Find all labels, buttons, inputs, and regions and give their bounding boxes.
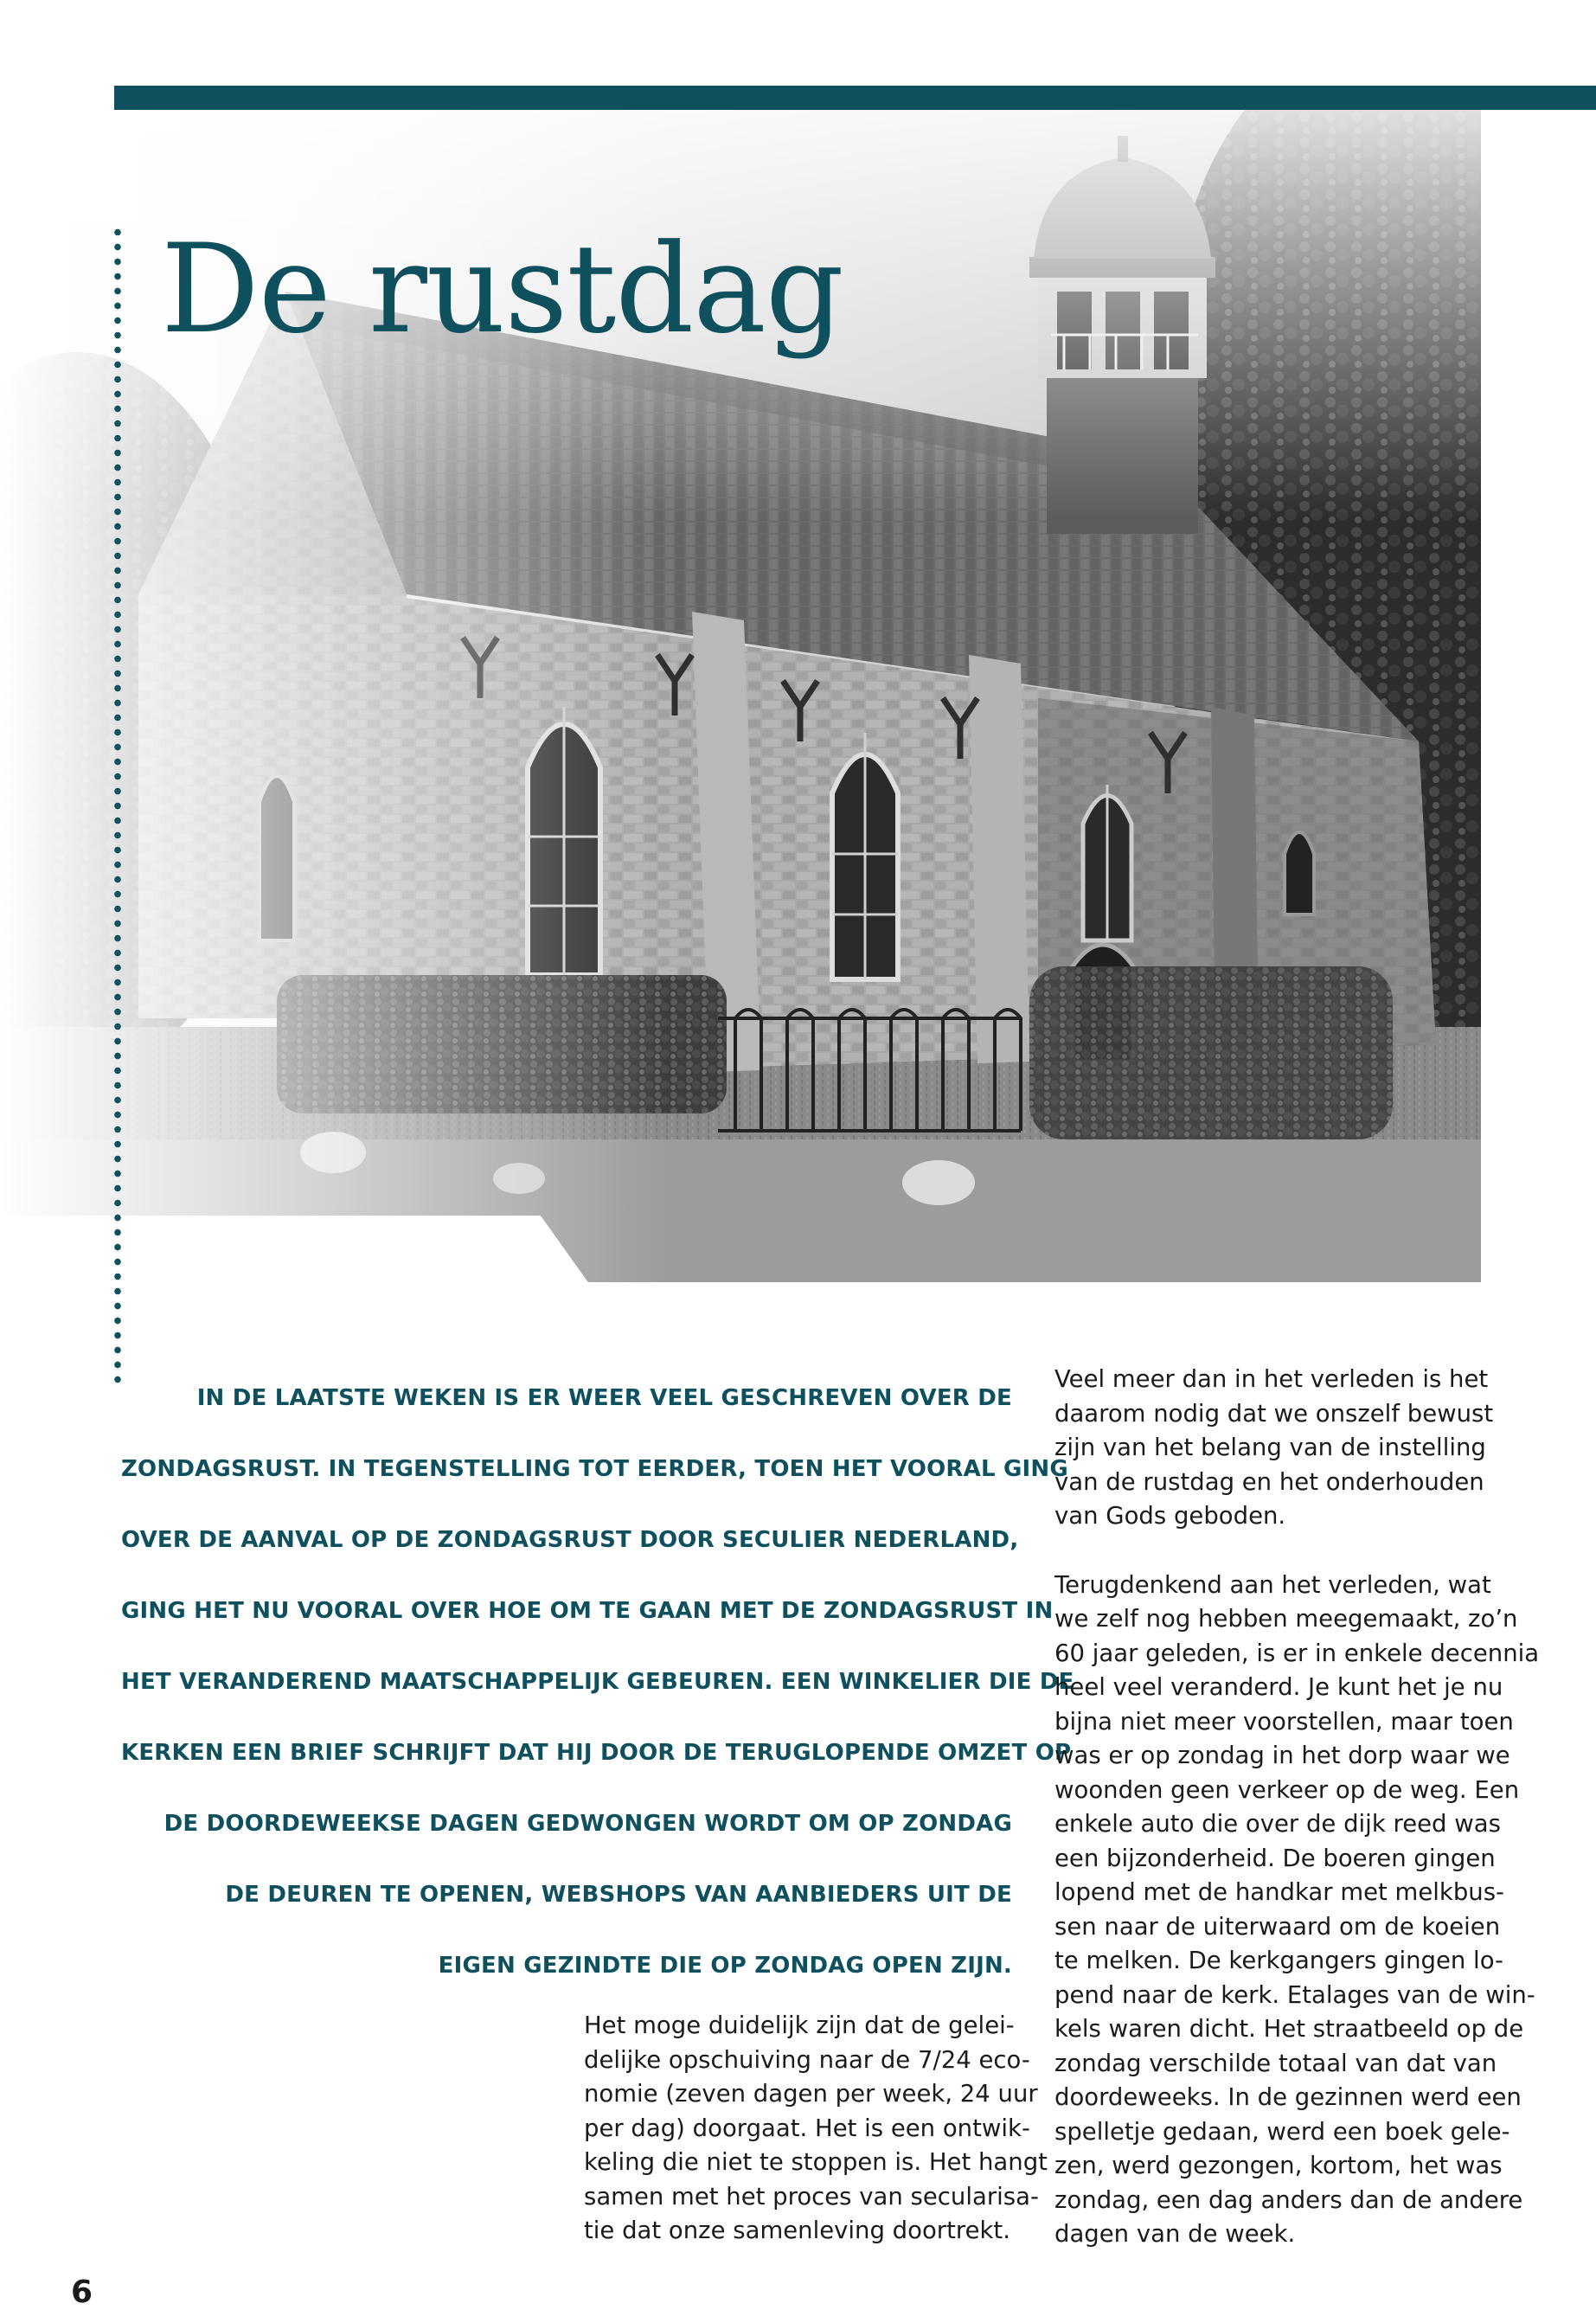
body-line: Veel meer dan in het verleden is het xyxy=(1054,1365,1489,1393)
body-line: een bijzonderheid. De boeren gingen xyxy=(1054,1844,1496,1872)
paragraph xyxy=(1054,1569,1540,2252)
body-line: bijna niet meer voorstellen, maar toen xyxy=(1054,1707,1514,1736)
body-line: samen met het proces van secularisa- xyxy=(584,2182,1039,2211)
intro-line: EIGEN GEZINDTE DIE OP ZONDAG OPEN ZIJN. xyxy=(438,1953,1012,1979)
body-line: van de rustdag en het onderhouden xyxy=(1054,1467,1484,1496)
body-line: te melken. De kerkgangers gingen lo- xyxy=(1054,1947,1503,1974)
intro-line: DE DEUREN TE OPENEN, WEBSHOPS VAN AANBIEDERS UIT DE xyxy=(225,1882,1012,1908)
intro-line: DE DOORDEWEEKSE DAGEN GEDWONGEN WORDT OM OP ZONDAG xyxy=(163,1811,1012,1837)
body-line: zondag verschilde totaal van dat van xyxy=(1054,2049,1497,2077)
article-title: De rustdag xyxy=(161,218,843,361)
intro-line: KERKEN EEN BRIEF SCHRIJFT DAT HIJ DOOR DE TERUGLOPENDE OMZET OP xyxy=(121,1740,1072,1766)
body-line: sen naar de uiterwaard om de koeien xyxy=(1054,1912,1501,1941)
body-line: Terugdenkend aan het verleden, wat xyxy=(1054,1570,1491,1599)
paragraph-gap xyxy=(1054,1534,1483,1569)
body-line: dagen van de week. xyxy=(1054,2220,1296,2248)
body-line: daarom nodig dat we onszelf bewust xyxy=(1054,1399,1494,1428)
article-intro xyxy=(121,1363,1074,2001)
body-line: zijn van het belang van de instelling xyxy=(1054,1434,1486,1461)
body-line: kels waren dicht. Het straatbeeld op de xyxy=(1054,2015,1524,2043)
dotted-rule xyxy=(113,225,122,1384)
body-line: zen, werd gezongen, kortom, het was xyxy=(1054,2152,1503,2179)
body-line: keling die niet te stoppen is. Het hangt xyxy=(584,2148,1048,2176)
body-line: we zelf nog hebben meegemaakt, zo’n xyxy=(1054,1605,1518,1633)
body-line: 60 jaar geleden, is er in enkele decennia xyxy=(1054,1639,1540,1667)
intro-line: ZONDAGSRUST. IN TEGENSTELLING TOT EERDER, TOEN HET VOORAL GING xyxy=(121,1456,1068,1482)
intro-line: GING HET NU VOORAL OVER HOE OM TE GAAN MET DE ZONDAGSRUST IN xyxy=(121,1598,1054,1624)
intro-line: HET VERANDEREND MAATSCHAPPELIJK GEBEUREN. EEN WINKELIER DIE DE xyxy=(121,1669,1074,1695)
body-column-right xyxy=(1054,1363,1540,2252)
body-line: per dag) doorgaat. Het is een ontwik- xyxy=(584,2114,1030,2142)
body-line: nomie (zeven dagen per week, 24 uur xyxy=(584,2080,1038,2108)
body-line: woonden geen verkeer op de weg. Een xyxy=(1054,1775,1520,1804)
body-line: spelletje gedaan, werd een boek gele- xyxy=(1054,2117,1510,2146)
body-line: pend naar de kerk. Etalages van de win- xyxy=(1054,1980,1535,2009)
body-line: delijke opschuiving naar de 7/24 eco- xyxy=(584,2045,1030,2074)
paragraph xyxy=(1054,1363,1494,1534)
body-line: enkele auto die over de dijk reed was xyxy=(1054,1810,1501,1838)
body-line: tie dat onze samenleving doortrekt. xyxy=(584,2217,1010,2244)
body-line: doordeweeks. In de gezinnen werd een xyxy=(1054,2083,1522,2111)
body-line: van Gods geboden. xyxy=(1054,1502,1286,1530)
body-line: lopend met de handkar met melkbus- xyxy=(1054,1878,1504,1906)
page-number: 6 xyxy=(71,2275,93,2310)
body-line: zondag, een dag anders dan de andere xyxy=(1054,2185,1523,2214)
body-line: heel veel veranderd. Je kunt het je nu xyxy=(1054,1673,1503,1701)
intro-line: IN DE LAATSTE WEKEN IS ER WEER VEEL GESCHREVEN OVER DE xyxy=(196,1385,1012,1411)
body-column-left xyxy=(584,2009,1048,2249)
intro-line: OVER DE AANVAL OP DE ZONDAGSRUST DOOR SECULIER NEDERLAND, xyxy=(121,1527,1019,1553)
body-line: was er op zondag in het dorp waar we xyxy=(1054,1742,1510,1769)
body-line: Het moge duidelijk zijn dat de gelei- xyxy=(584,2012,1015,2039)
